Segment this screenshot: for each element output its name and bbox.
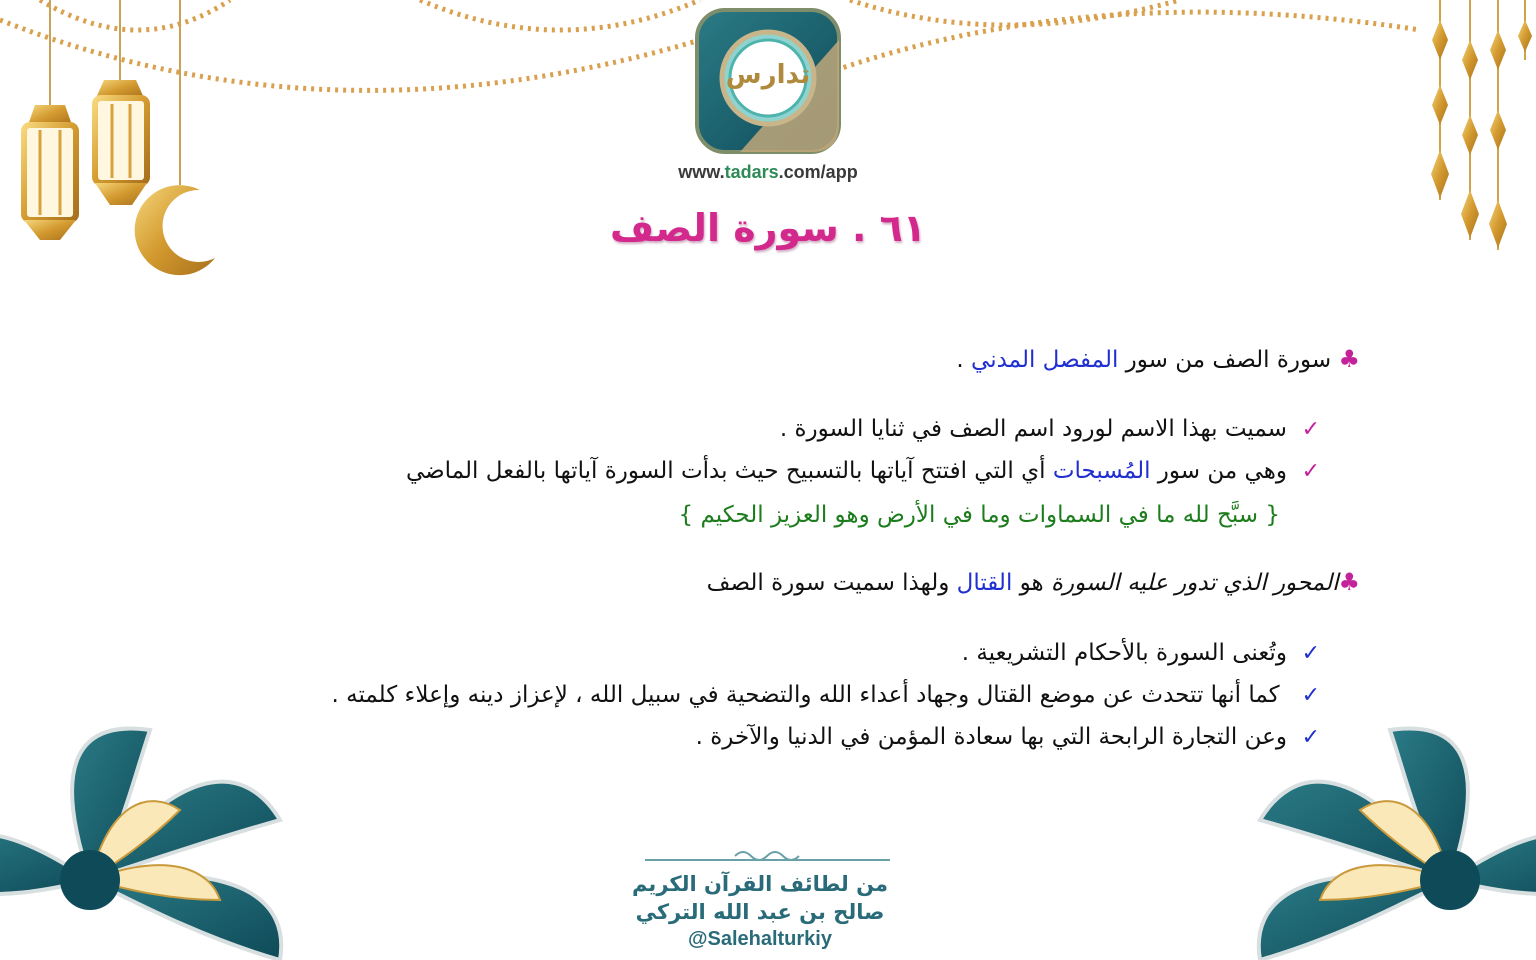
section1-point-2-after: أي التي افتتح آياتها بالتسبيح حيث بدأت السورة آياتها بالفعل الماضي: [405, 458, 1053, 484]
footer-divider: [645, 852, 890, 860]
hanging-ornament-icon: [1431, 0, 1532, 250]
section1-intro-before: سورة الصف من سور: [1118, 347, 1332, 373]
footer-handle[interactable]: @Salehalturkiy: [687, 928, 832, 950]
logo-url[interactable]: [600, 162, 936, 183]
section1-point-2-highlight: المُسبحات: [1052, 458, 1151, 484]
section2-point-1: [962, 640, 1320, 666]
url-prefix: www.: [678, 162, 725, 182]
lantern-icon: [24, 0, 76, 240]
check-icon: ✓: [1301, 725, 1320, 750]
section2-intro-highlight: القتال: [956, 570, 1013, 596]
check-icon: ✓: [1301, 459, 1320, 484]
check-icon: ✓: [1301, 417, 1320, 442]
logo-emblem-text: تدارس: [725, 60, 811, 90]
section1-point-2: [406, 458, 1320, 484]
section2-intro-mid: هو: [1012, 570, 1051, 596]
url-brand: tadars: [724, 162, 779, 182]
footer-line-2: صالح بن عبد الله التركي: [635, 900, 885, 924]
section2-point-2: [331, 682, 1320, 708]
section2-point-2-text: كما أنها تتحدث عن موضع القتال وجهاد أعداء الله والتضحية في سبيل الله ، لإعزاز دينه وإعلاء كلمته .: [331, 682, 1280, 708]
floral-ornament-icon: [1259, 729, 1536, 960]
check-icon: ✓: [1301, 641, 1320, 666]
section2-point-1-text: وتُعنى السورة بالأحكام التشريعية .: [961, 640, 1287, 666]
section1-intro: [956, 345, 1360, 373]
section2-point-3: [696, 724, 1320, 750]
quran-verse: { سبَّح لله ما في السماوات وما في الأرض وهو العزيز الحكيم }: [678, 502, 1280, 528]
section1-point-2-before: وهي من سور: [1150, 458, 1287, 484]
section1-intro-after: .: [956, 347, 972, 373]
section2-intro-italic: المحور الذي تدور عليه السورة: [1050, 570, 1339, 596]
section1-intro-highlight: المفصل المدني: [971, 347, 1119, 373]
club-bullet-icon: ♣: [1338, 345, 1360, 373]
section2-intro-after: ولهذا سميت سورة الصف: [706, 570, 957, 596]
section2-intro: [707, 568, 1360, 596]
section2-point-3-text: وعن التجارة الرابحة التي بها سعادة المؤمن في الدنيا والآخرة .: [695, 724, 1287, 750]
floral-ornament-icon: [0, 729, 281, 960]
section1-point-1-text: سميت بهذا الاسم لورود اسم الصف في ثنايا السورة .: [779, 416, 1287, 442]
url-suffix: .com/app: [778, 162, 858, 182]
footer-line-1: من لطائف القرآن الكريم: [631, 872, 889, 896]
club-bullet-icon: ♣: [1338, 568, 1360, 596]
section1-point-1: [780, 416, 1320, 442]
check-icon: ✓: [1301, 683, 1320, 708]
page-title: ٦١ . سورة الصف: [609, 206, 926, 250]
